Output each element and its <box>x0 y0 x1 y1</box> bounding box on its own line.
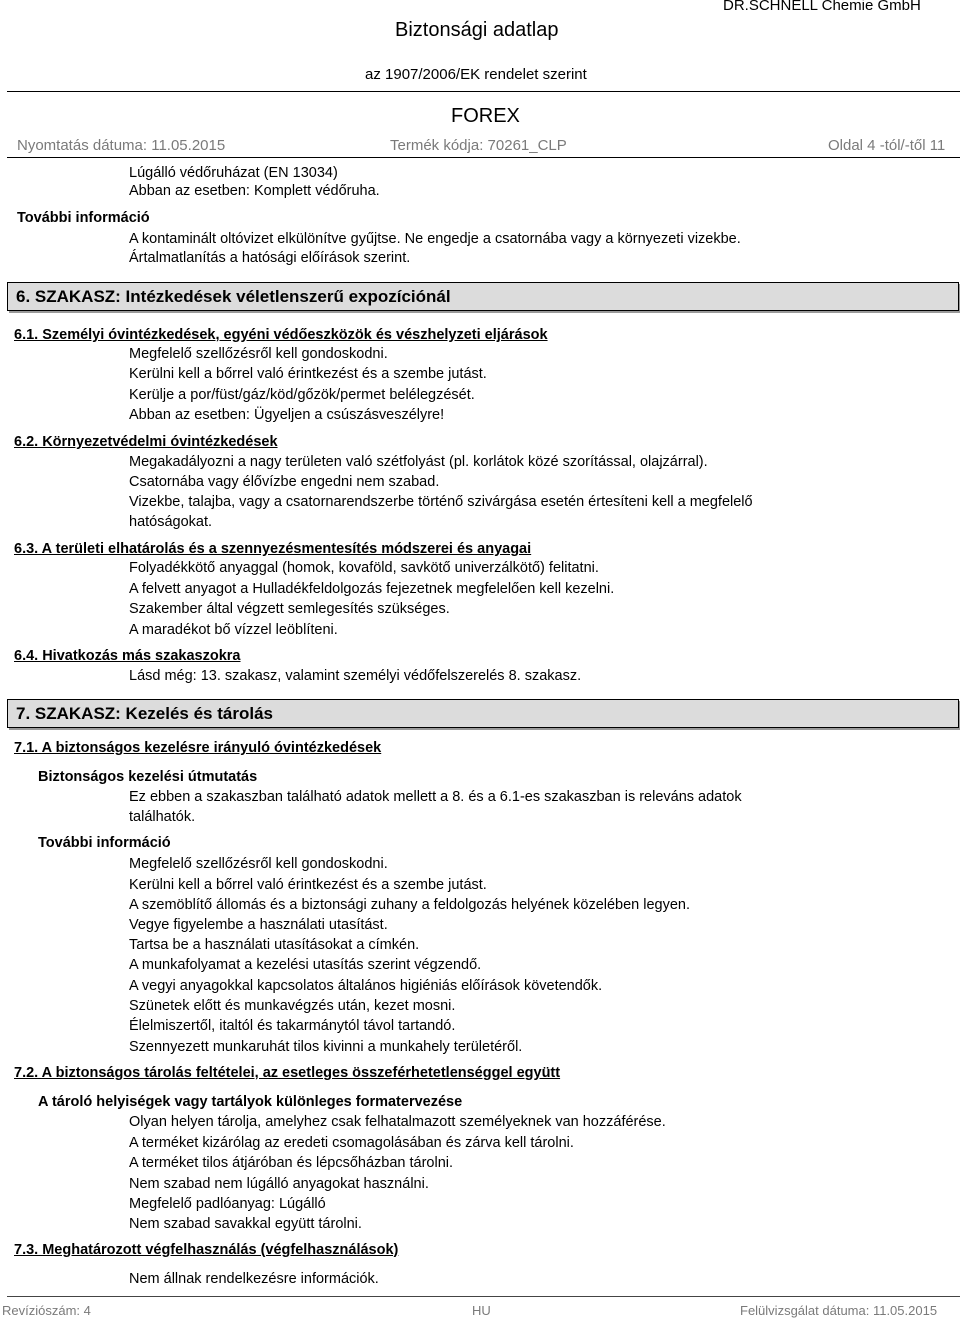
s63-line-3: Szakember által végzett semlegesítés szükséges. <box>129 601 450 617</box>
s61-line-3: Kerülje a por/füst/gáz/köd/gőzök/permet belélegzését. <box>129 387 475 403</box>
product-code: Termék kódja: 70261_CLP <box>390 137 567 154</box>
review-date: Felülvizsgálat dátuma: 11.05.2015 <box>740 1303 938 1318</box>
storage-line-1: Olyan helyen tárolja, amelyhez csak felhatalmazott személyeknek van hozzáférése. <box>129 1114 666 1130</box>
section-7-2-title: 7.2. A biztonságos tárolás feltételei, az esetleges összeférhetetlenséggel együtt <box>14 1065 561 1081</box>
handling-line-1: Ez ebben a szakaszban található adatok mellett a 8. és a 6.1-es szakaszban is releváns adatok <box>129 789 742 805</box>
further-info-label: További információ <box>17 210 150 226</box>
s62-line-4: hatóságokat. <box>129 514 213 530</box>
storage-label: A tároló helyiségek vagy tartályok különleges formatervezése <box>38 1094 463 1110</box>
footer-rule <box>7 1296 960 1297</box>
storage-line-6: Nem szabad savakkal együtt tárolni. <box>129 1216 362 1232</box>
s62-line-3: Vizekbe, talajba, vagy a csatornarendszerbe történő szivárgása esetén értesíteni kell a megfelelő <box>129 494 753 510</box>
section-6-2-title: 6.2. Környezetvédelmi óvintézkedések <box>14 434 278 450</box>
handling-label: Biztonságos kezelési útmutatás <box>38 769 258 785</box>
further-info-line-1: A kontaminált oltóvizet elkülönítve gyűjtse. Ne engedje a csatornába vagy a környezeti vizekbe. <box>129 231 741 247</box>
section-6-header: 6. SZAKASZ: Intézkedések véletlenszerű expozíciónál <box>7 282 959 311</box>
storage-line-4: Nem szabad nem lúgálló anyagokat használni. <box>129 1176 429 1192</box>
s71-further-line-10: Szennyezett munkaruhát tilos kivinni a munkahely területéről. <box>129 1039 523 1055</box>
section-7-1-title: 7.1. A biztonságos kezelésre irányuló óvintézkedések <box>14 740 382 756</box>
s62-line-1: Megakadályozni a nagy területen való szétfolyást (pl. korlátok közé szorítással, olajzárral). <box>129 454 708 470</box>
s63-line-4: A maradékot bő vízzel leöblíteni. <box>129 622 338 638</box>
storage-line-5: Megfelelő padlóanyag: Lúgálló <box>129 1196 326 1212</box>
section-6-4-title: 6.4. Hivatkozás más szakaszokra <box>14 648 241 664</box>
header-rule-bottom <box>7 157 960 158</box>
s71-further-line-6: A munkafolyamat a kezelési utasítás szerint végzendő. <box>129 957 482 973</box>
s71-further-line-2: Kerülni kell a bőrrel való érintkezést és a szembe jutást. <box>129 877 487 893</box>
s71-further-line-3: A szemöblítő állomás és a biztonsági zuhany a feldolgozás helyének közelében legyen. <box>129 897 691 913</box>
section-6-3-title: 6.3. A területi elhatárolás és a szennyezésmentesítés módszerei és anyagai <box>14 541 532 557</box>
s73-line-1: Nem állnak rendelkezésre információk. <box>129 1271 379 1287</box>
language-code: HU <box>472 1303 491 1318</box>
storage-line-3: A terméket tilos átjáróban és lépcsőházban tárolni. <box>129 1155 454 1171</box>
s71-further-line-7: A vegyi anyagokkal kapcsolatos általános higiéniás előírások követendők. <box>129 978 603 994</box>
s71-further-line-4: Vegye figyelembe a használati utasítást. <box>129 917 388 933</box>
s71-further-line-5: Tartsa be a használati utasításokat a címkén. <box>129 937 420 953</box>
regulation-text: az 1907/2006/EK rendelet szerint <box>365 66 587 83</box>
s61-line-2: Kerülni kell a bőrrel való érintkezést és a szembe jutást. <box>129 366 487 382</box>
s71-further-line-8: Szünetek előtt és munkavégzés után, kezet mosni. <box>129 998 456 1014</box>
s71-further-line-1: Megfelelő szellőzésről kell gondoskodni. <box>129 856 388 872</box>
s61-line-4: Abban az esetben: Ügyeljen a csúszásveszélyre! <box>129 407 445 423</box>
print-date: Nyomtatás dátuma: 11.05.2015 <box>17 137 226 154</box>
s71-further-line-9: Élelmiszertől, italtól és takarmánytól távol tartandó. <box>129 1018 456 1034</box>
s61-line-1: Megfelelő szellőzésről kell gondoskodni. <box>129 346 388 362</box>
s62-line-2: Csatornába vagy élővízbe engedni nem szabad. <box>129 474 440 490</box>
header-rule-top <box>7 91 960 92</box>
protection-line-1: Lúgálló védőruházat (EN 13034) <box>129 165 338 181</box>
s71-further-label: További információ <box>38 835 171 851</box>
document-title: Biztonsági adatlap <box>395 19 559 41</box>
page-number: Oldal 4 -tól/-től 11 <box>828 137 946 154</box>
handling-line-2: találhatók. <box>129 809 196 825</box>
further-info-line-2: Ártalmatlanítás a hatósági előírások szerint. <box>129 250 411 266</box>
revision-number: Revíziószám: 4 <box>2 1303 91 1318</box>
s64-line-1: Lásd még: 13. szakasz, valamint személyi védőfelszerelés 8. szakasz. <box>129 668 582 684</box>
storage-line-2: A terméket kizárólag az eredeti csomagolásában és zárva kell tárolni. <box>129 1135 574 1151</box>
s63-line-1: Folyadékkötő anyaggal (homok, kovaföld, savkötő univerzálkötő) felitatni. <box>129 560 599 576</box>
product-name: FOREX <box>451 105 520 127</box>
section-7-header: 7. SZAKASZ: Kezelés és tárolás <box>7 699 959 728</box>
company-name: DR.SCHNELL Chemie GmbH <box>723 0 921 14</box>
s63-line-2: A felvett anyagot a Hulladékfeldolgozás fejezetnek megfelelően kell kezelni. <box>129 581 615 597</box>
protection-line-2: Abban az esetben: Komplett védőruha. <box>129 183 380 199</box>
section-7-3-title: 7.3. Meghatározott végfelhasználás (végfelhasználások) <box>14 1242 399 1258</box>
section-6-1-title: 6.1. Személyi óvintézkedések, egyéni védőeszközök és vészhelyzeti eljárások <box>14 327 548 343</box>
